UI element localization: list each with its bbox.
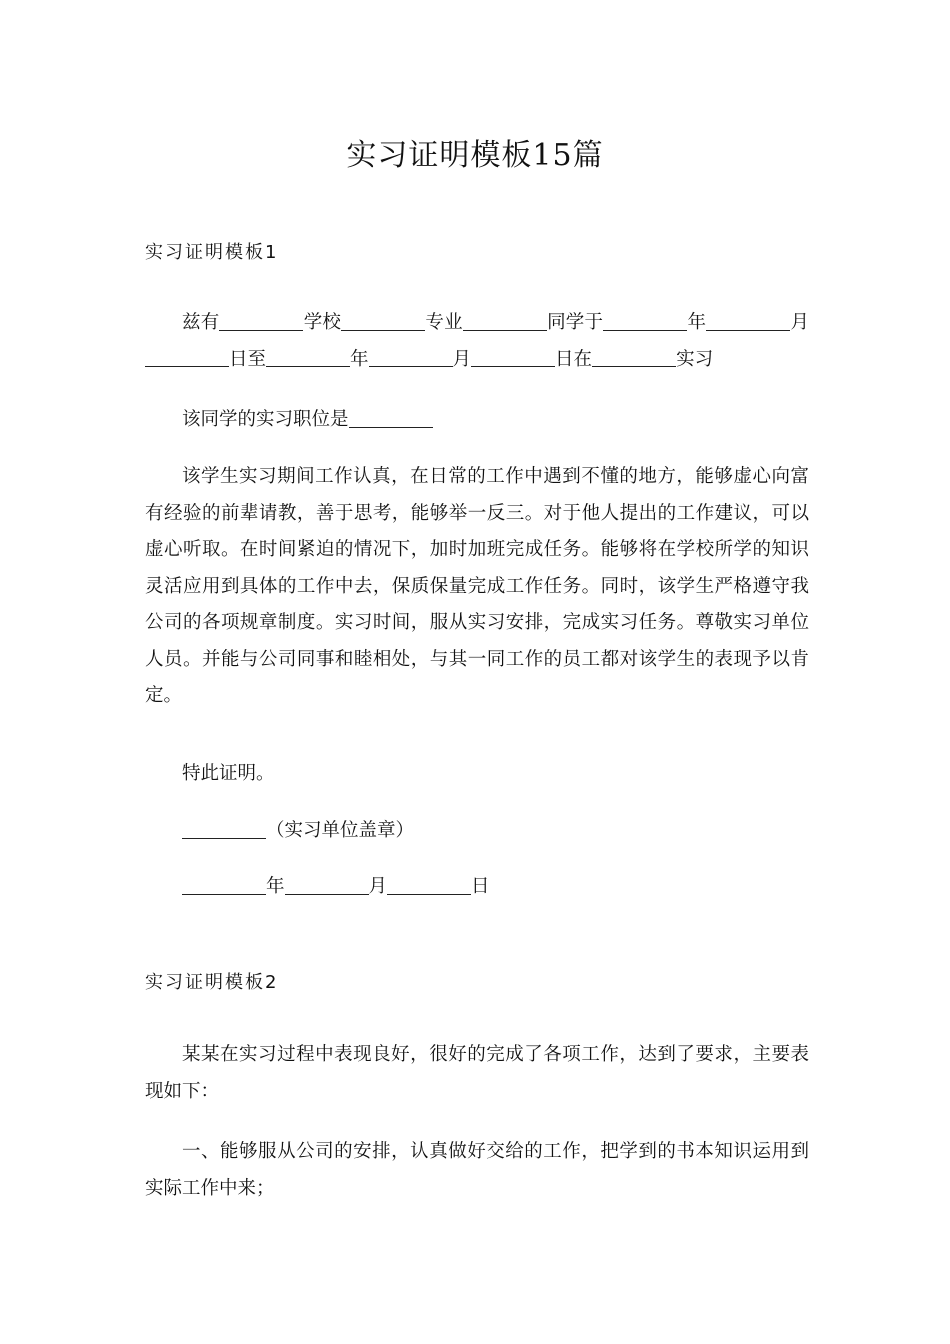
blank-line	[706, 311, 790, 331]
blank-line	[369, 348, 453, 368]
date-line	[182, 869, 490, 905]
section-heading-2: 实习证明模板2	[145, 972, 279, 993]
fill-text: 月	[452, 348, 472, 370]
fill-in-paragraph	[145, 305, 809, 378]
blank-line	[341, 311, 425, 331]
blank-line	[219, 311, 303, 331]
fill-text: 年	[687, 312, 707, 333]
fill-text: 同学于	[546, 312, 604, 333]
section-heading-1: 实习证明模板1	[145, 242, 279, 263]
section2-intro: 某某在实习过程中表现良好，很好的完成了各项工作，达到了要求，主要表现如下：	[145, 1044, 809, 1102]
closing-text: 特此证明。	[182, 763, 275, 784]
fill-text: 年	[350, 348, 369, 370]
blank-line	[603, 311, 687, 331]
fill-text: 日至	[229, 348, 267, 370]
position-line	[182, 402, 433, 438]
stamp-label: （实习单位盖章）	[266, 820, 415, 841]
position-label: 该同学的实习职位是	[182, 409, 349, 430]
blank-line	[463, 311, 547, 331]
section2-item-1: 一、能够服从公司的安排，认真做好交给的工作，把学到的书本知识运用到实际工作中来；	[145, 1141, 809, 1199]
blank-line	[285, 875, 369, 895]
stamp-line	[182, 813, 414, 849]
body-paragraph: 该学生实习期间工作认真，在日常的工作中遇到不懂的地方，能够虚心向富有经验的前辈请教，善于思考，能够举一反三。对于他人提出的工作建议，可以虚心听取。在时间紧迫的情况下，加时加班完成任务。能够将在学校所学的知识灵活应用到具体的工作中去，保质保量完成工作任务。同时，该学生严格遵守我公司的各项规章制度。实习时间，服从实习安排，完成实习任务。尊敬实习单位人员。并能与公司同事和睦相处，与其一同工作的员工都对该学生的表现予以肯定。	[145, 466, 809, 706]
fill-text: 兹有	[182, 312, 220, 333]
fill-text: 实习	[676, 348, 714, 370]
fill-text: 日在	[555, 348, 593, 370]
blank-line	[145, 348, 229, 368]
document-title: 实习证明模板15篇	[346, 138, 604, 173]
date-month-label: 月	[368, 876, 388, 897]
blank-line	[349, 408, 433, 428]
blank-line	[182, 875, 266, 895]
blank-line	[471, 348, 555, 368]
fill-text: 月	[790, 312, 809, 333]
blank-line	[182, 819, 266, 839]
fill-text: 学校	[303, 312, 342, 333]
blank-line	[387, 875, 471, 895]
date-day-label: 日	[471, 876, 490, 897]
date-year-label: 年	[266, 876, 285, 897]
blank-line	[592, 348, 676, 368]
blank-line	[266, 348, 350, 368]
fill-text: 专业	[425, 312, 463, 333]
